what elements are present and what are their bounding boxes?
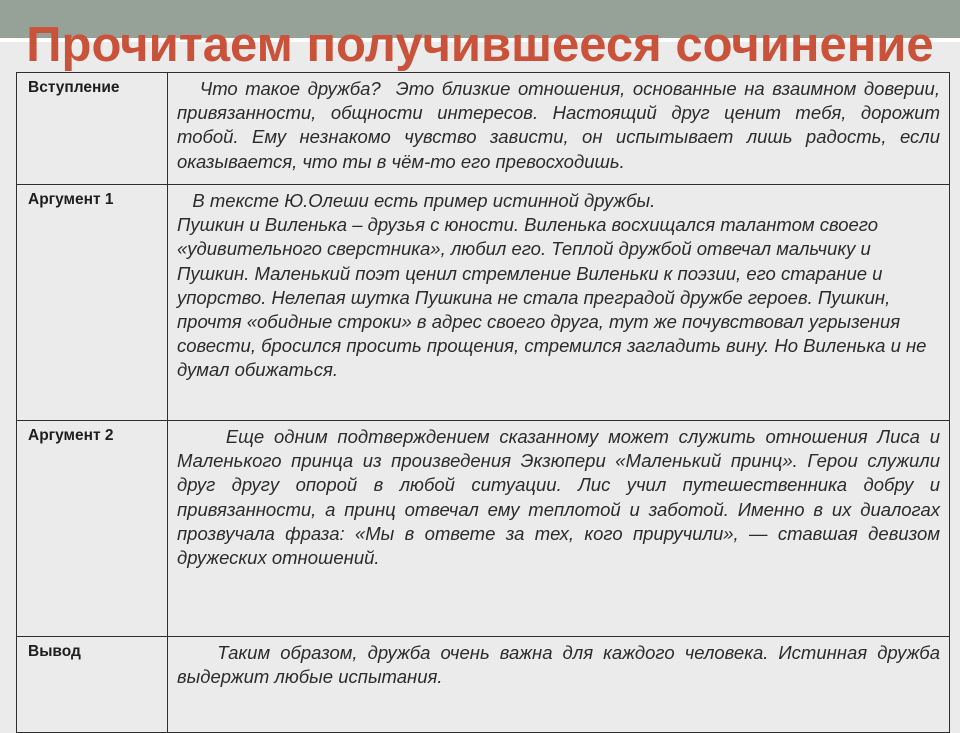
row-text-argument-1 <box>168 185 950 421</box>
conclusion-paragraph: Таким образом, дружба очень важна для каждого человека. Истинная дружба выдержит любые испытания. <box>177 642 940 688</box>
row-label-argument-1: Аргумент 1 <box>17 185 168 421</box>
table-row-argument-1 <box>17 185 950 421</box>
row-label-conclusion: Вывод <box>17 637 168 733</box>
row-text-introduction <box>168 73 950 185</box>
row-text-argument-2 <box>168 421 950 637</box>
table-row-conclusion <box>17 637 950 733</box>
row-label-argument-2: Аргумент 2 <box>17 421 168 637</box>
row-text-conclusion <box>168 637 950 733</box>
introduction-paragraph: Что такое дружба? Это близкие отношения, основанные на взаимном доверии, привязанности, общности интересов. Настоящий друг ценит тебя, дорожит тобой. Ему незнакомо чувство зависти, он испытывает лишь радость, если оказывается, что ты в чём-то его превосходишь. <box>177 78 940 172</box>
argument-1-paragraph: В тексте Ю.Олеши есть пример истинной дружбы. Пушкин и Виленька – друзья с юности. Виленька восхищался талантом своего «удивительного сверстника», любил его. Теплой дружбой отвечал мальчику и Пушкин. Маленький поэт ценил стремление Виленьки к поэзии, его старание и упорство. Нелепая шутка Пушкина не стала преградой дружбе героев. Пушкин, прочтя «обидные строки» в адрес своего друга, тут же почувствовал угрызения совести, бросился просить прощения, стремился загладить вину. Но Виленька и не думал обижаться. <box>177 190 927 381</box>
slide-title: Прочитаем получившееся сочинение <box>26 18 934 72</box>
table-row-introduction <box>17 73 950 185</box>
argument-2-paragraph: Еще одним подтверждением сказанному может служить отношения Лиса и Маленького принца из произведения Экзюпери «Маленький принц». Герои служили друг другу опорой в любой ситуации. Лис учил путешественника добру и привязанности, а принц отвечал ему теплотой и заботой. Именно в их диалогах прозвучала фраза: «Мы в ответе за тех, кого приручили», — ставшая девизом дружеских отношений. <box>177 426 940 569</box>
table-row-argument-2 <box>17 421 950 637</box>
essay-table <box>16 72 950 733</box>
row-label-introduction: Вступление <box>17 73 168 185</box>
